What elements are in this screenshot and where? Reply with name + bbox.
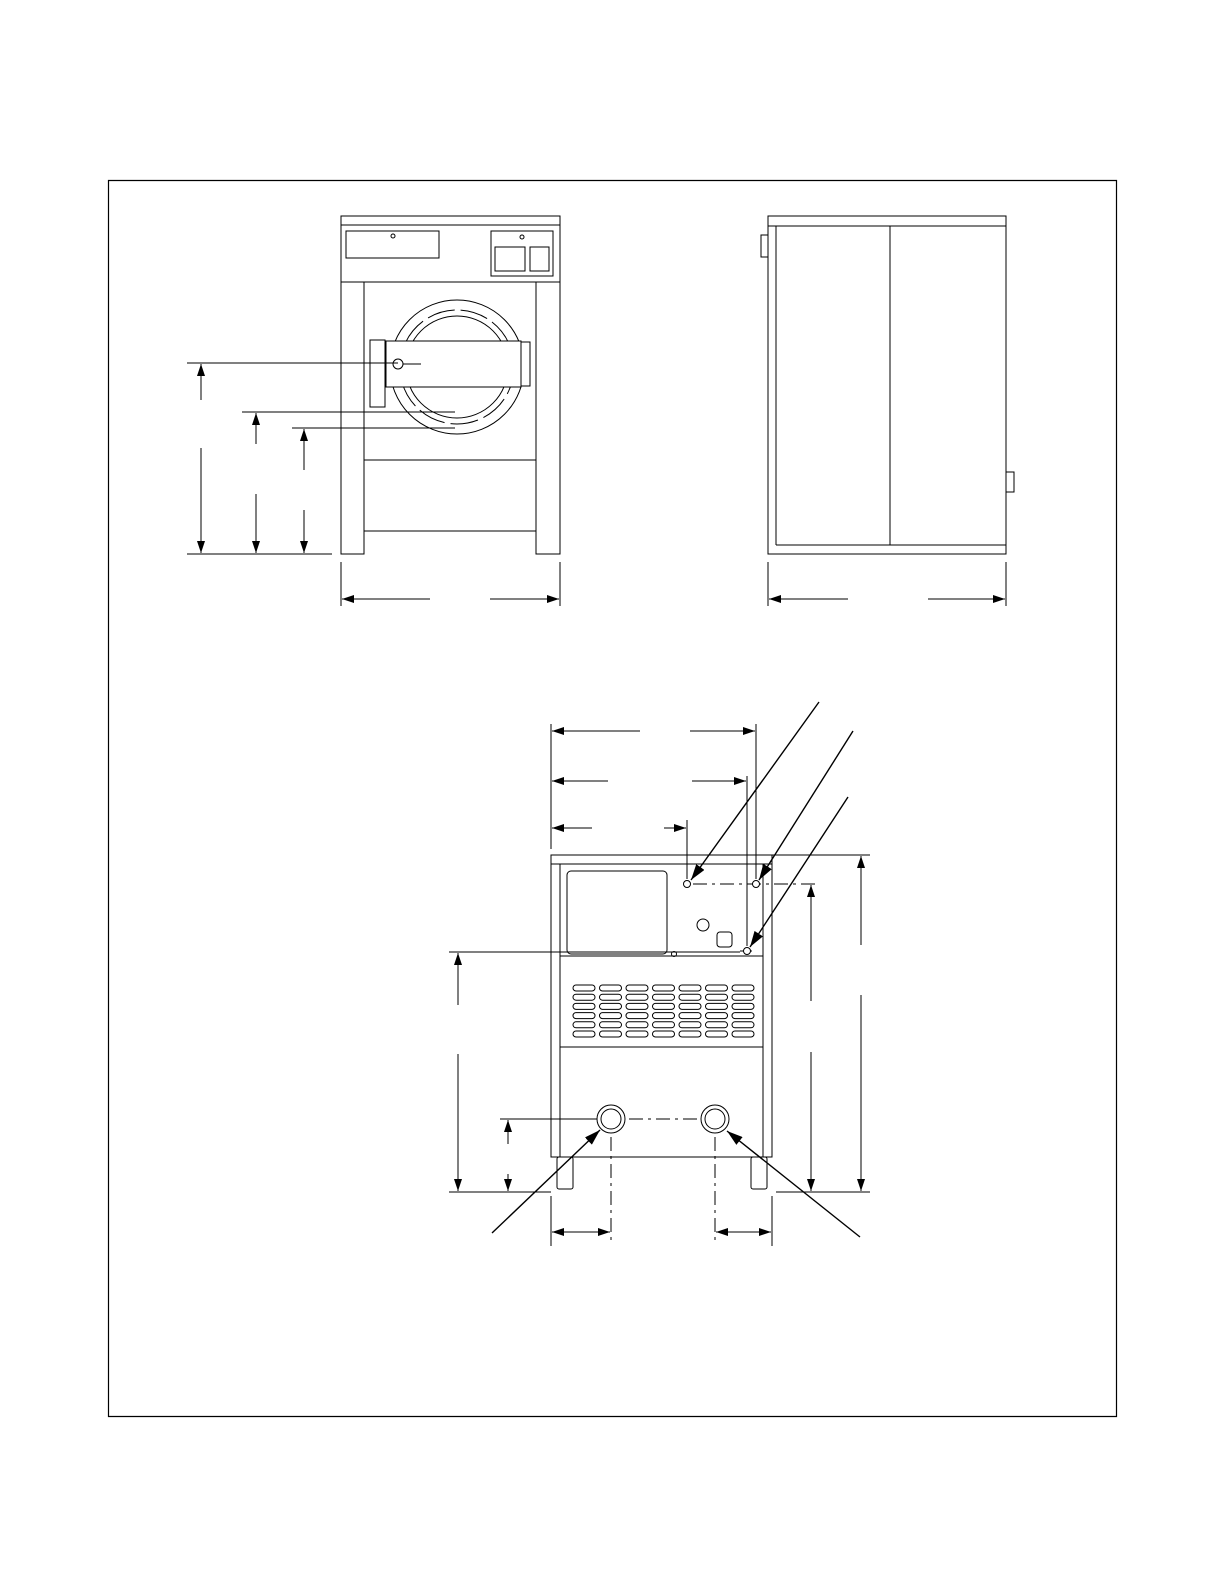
- vent-slot: [600, 1022, 622, 1028]
- vent-slot: [653, 994, 675, 1000]
- vent-slot: [653, 1022, 675, 1028]
- side-cabinet: [768, 216, 1006, 554]
- drain-outlet-right-inner: [705, 1109, 725, 1129]
- drain-outlet-left-inner: [601, 1109, 621, 1129]
- panel-indicator-dot: [391, 234, 395, 238]
- vent-slot: [600, 1013, 622, 1019]
- vent-slot: [653, 1003, 675, 1009]
- side-door-knob: [761, 235, 768, 257]
- vent-slot: [706, 1013, 728, 1019]
- vent-slot: [679, 1022, 701, 1028]
- vent-slot: [679, 1003, 701, 1009]
- vent-slot: [573, 1003, 595, 1009]
- vent-slot: [573, 1031, 595, 1037]
- vent-slot: [706, 994, 728, 1000]
- vent-slot: [626, 1031, 648, 1037]
- vent-slot: [706, 1031, 728, 1037]
- vent-slot: [679, 1013, 701, 1019]
- rear-square-port: [717, 932, 732, 947]
- drawing-frame: [109, 181, 1117, 1417]
- vent-slot: [626, 1003, 648, 1009]
- vent-slot: [706, 985, 728, 991]
- vent-slot: [573, 1022, 595, 1028]
- rear-view: [551, 855, 820, 1240]
- door-handle-end: [521, 342, 530, 386]
- vent-slot: [732, 1013, 754, 1019]
- vent-slot: [732, 985, 754, 991]
- rear-round-port: [697, 919, 709, 931]
- vent-slot: [653, 1031, 675, 1037]
- rear-access-panel: [567, 871, 667, 954]
- front-left-leg: [341, 282, 364, 554]
- rear-vent-grid: [573, 985, 754, 1037]
- control-panel: [341, 225, 560, 282]
- vent-slot: [706, 1022, 728, 1028]
- vent-slot: [732, 1003, 754, 1009]
- vent-slot: [600, 994, 622, 1000]
- front-top-cap: [341, 216, 560, 225]
- door-latch-knob: [393, 359, 403, 369]
- vent-slot: [706, 1003, 728, 1009]
- coin-box-dot: [520, 235, 524, 239]
- coin-slot-left: [495, 247, 525, 271]
- leader-inlet-left: [691, 702, 819, 880]
- vent-slot: [732, 1031, 754, 1037]
- vent-slot: [600, 1031, 622, 1037]
- vent-slot: [679, 985, 701, 991]
- vent-slot: [653, 985, 675, 991]
- front-view: [341, 216, 560, 554]
- vent-slot: [573, 985, 595, 991]
- rear-left-foot: [557, 1157, 573, 1189]
- vent-slot: [626, 985, 648, 991]
- display-window: [346, 231, 439, 258]
- side-rear-connector: [1006, 472, 1014, 492]
- coin-box: [491, 231, 553, 276]
- vent-slot: [626, 1013, 648, 1019]
- water-inlet-left: [684, 881, 691, 888]
- leader-inlet-right: [759, 731, 853, 880]
- vent-slot: [573, 994, 595, 1000]
- side-view: [761, 216, 1014, 606]
- vent-slot: [653, 1013, 675, 1019]
- electrical-inlet: [744, 948, 751, 955]
- vent-slot: [679, 994, 701, 1000]
- vent-slot: [679, 1031, 701, 1037]
- door-hinge: [370, 340, 385, 407]
- vent-slot: [573, 1013, 595, 1019]
- rear-cabinet: [551, 855, 772, 1157]
- front-right-leg: [536, 282, 560, 554]
- water-inlet-right: [753, 881, 760, 888]
- coin-slot-right: [530, 247, 549, 271]
- vent-slot: [600, 985, 622, 991]
- leader-drain-right: [727, 1131, 860, 1237]
- vent-slot: [732, 1022, 754, 1028]
- vent-slot: [732, 994, 754, 1000]
- vent-slot: [600, 1003, 622, 1009]
- vent-slot: [626, 1022, 648, 1028]
- vent-slot: [626, 994, 648, 1000]
